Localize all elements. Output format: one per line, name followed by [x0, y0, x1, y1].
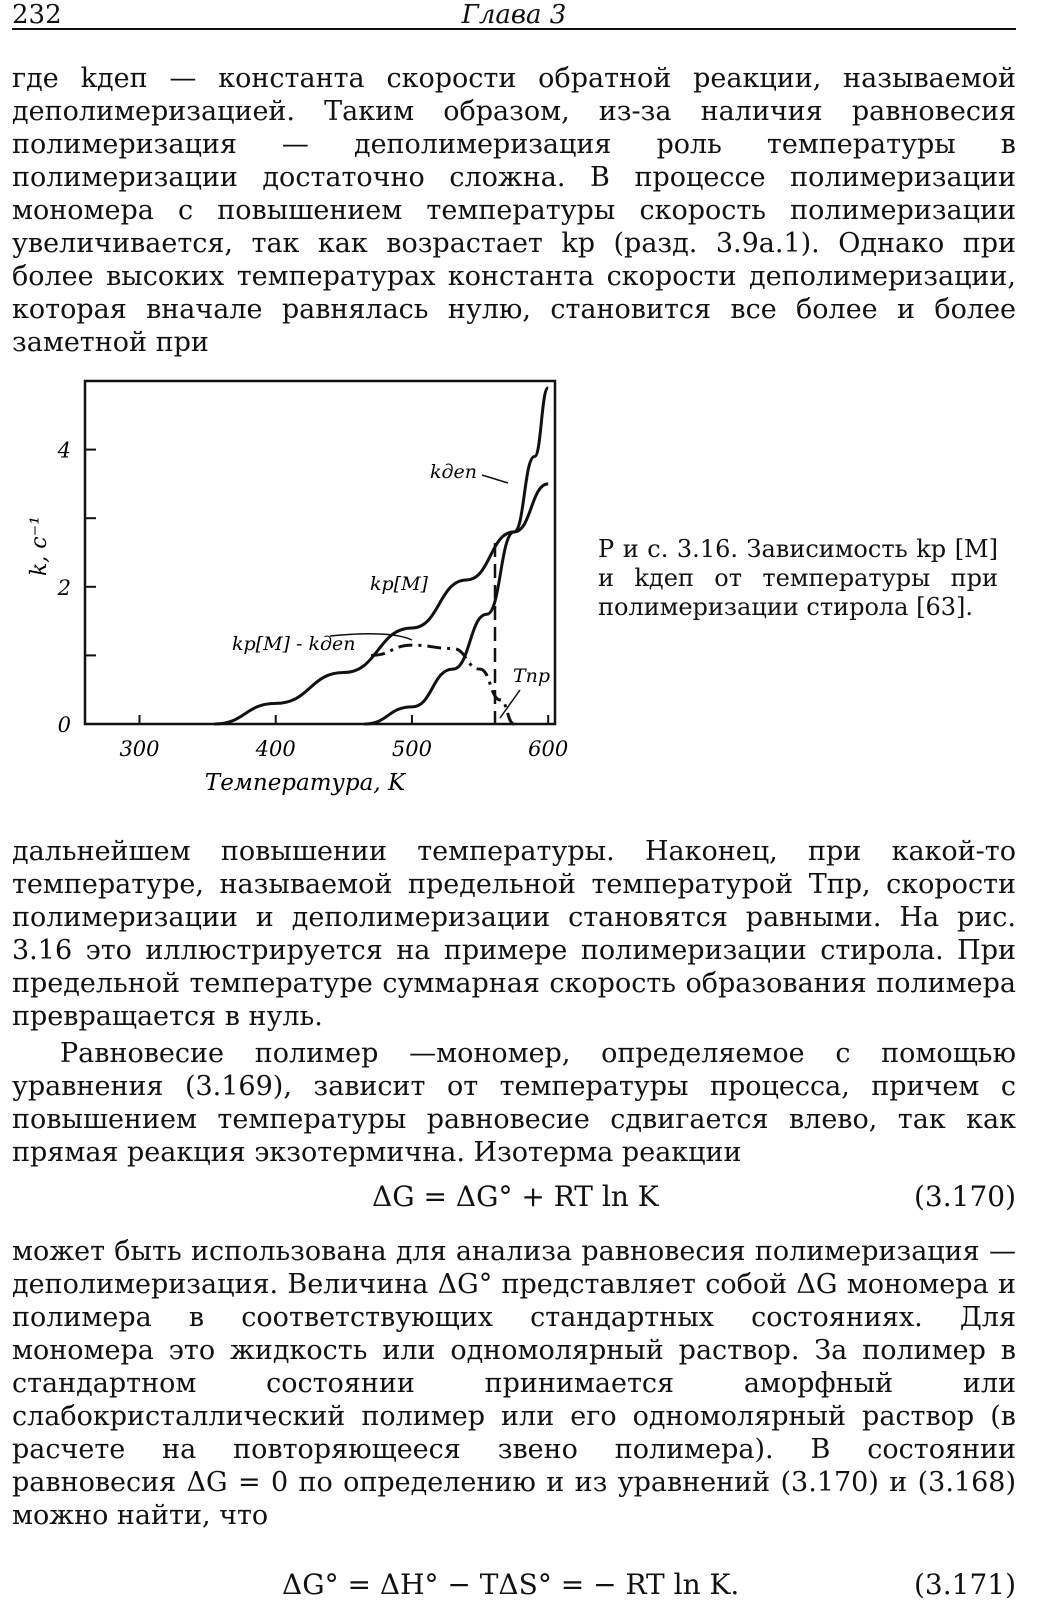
y-tick-label-4: 4: [57, 438, 71, 463]
x-tick-label-400: 400: [255, 737, 296, 761]
figure-chart: [0, 378, 590, 808]
x-tick-label-600: 600: [528, 737, 569, 761]
xlabel: Температура, K: [204, 770, 406, 796]
paragraph-2: дальнейшем повышении температуры. Наконец, при какой-то температуре, называемой предельной температурой Tпр, скорости полимеризации и деполимеризации становятся равными. На рис. 3.16 это иллюстрируется на примере полимеризации стирола. При предельной температуре суммарная скорость образования полимера превращается в нуль.: [12, 836, 1016, 1032]
axis-ticks: [57, 381, 569, 761]
series-group: [214, 388, 551, 724]
label-kpm: kр[M]: [370, 573, 428, 595]
series-line-0: [214, 484, 551, 724]
leader-tpr: [500, 690, 520, 718]
page-number: 232: [12, 0, 62, 30]
x-tick-label-500: 500: [391, 737, 433, 761]
page-header: [12, 0, 1016, 30]
equation-formula: ΔG° = ΔH° − TΔS° = − RT ln K.: [282, 1568, 740, 1601]
label-diff: kр[M] - kдеп: [232, 633, 356, 655]
figure-caption: Р и с. 3.16. Зависимость kр [M] и kдеп от температуры при полимеризации стирола [63].: [598, 535, 998, 621]
paragraph-1: где kдеп — константа скорости обратной реакции, называемой деполимеризацией. Таким образом, из-за наличия равновесия полимеризация — деполимеризация роль температуры в полимеризации достаточно сложна. В процессе полимеризации мономера с повышением температуры скорость полимеризации увеличивается, так как возрастает kр (разд. 3.9а.1). Однако при более высоких температурах константа скорости деполимеризации, которая вначале равнялась нулю, становится все более и более заметной при: [12, 63, 1016, 358]
label-kdep: kдеп: [430, 461, 478, 483]
leader-kdep: [482, 475, 508, 483]
label-tpr: Tпр: [513, 665, 551, 687]
ylabel: k, c⁻¹: [27, 515, 52, 577]
equation-number: (3.170): [913, 1180, 1016, 1213]
chapter-title: Глава 3: [461, 0, 567, 30]
paragraph-4: может быть использована для анализа равновесия полимеризация — деполимеризация. Величина ΔG° представляет собой ΔG мономера и полимера в соответствующих стандартных состояниях. Для мономера это жидкость или одномолярный раствор. За полимер в стандартном состоянии принимается аморфный или слабокристаллический полимер или его одномолярный раствор (в расчете на повторяющееся звено полимера). В состоянии равновесия ΔG = 0 по определению и из уравнений (3.170) и (3.168) можно найти, что: [12, 1236, 1016, 1531]
equation-number: (3.171): [913, 1568, 1016, 1601]
paragraph-3: Равновесие полимер —мономер, определяемое с помощью уравнения (3.169), зависит от температуры процесса, причем с повышением температуры равновесие сдвигается влево, так как прямая реакция экзотермична. Изотерма реакции: [12, 1038, 1016, 1168]
equation-formula: ΔG = ΔG° + RT ln K: [372, 1180, 659, 1213]
y-tick-label-2: 2: [57, 575, 71, 600]
y-tick-label-0: 0: [57, 713, 71, 737]
x-tick-label-300: 300: [119, 737, 160, 761]
